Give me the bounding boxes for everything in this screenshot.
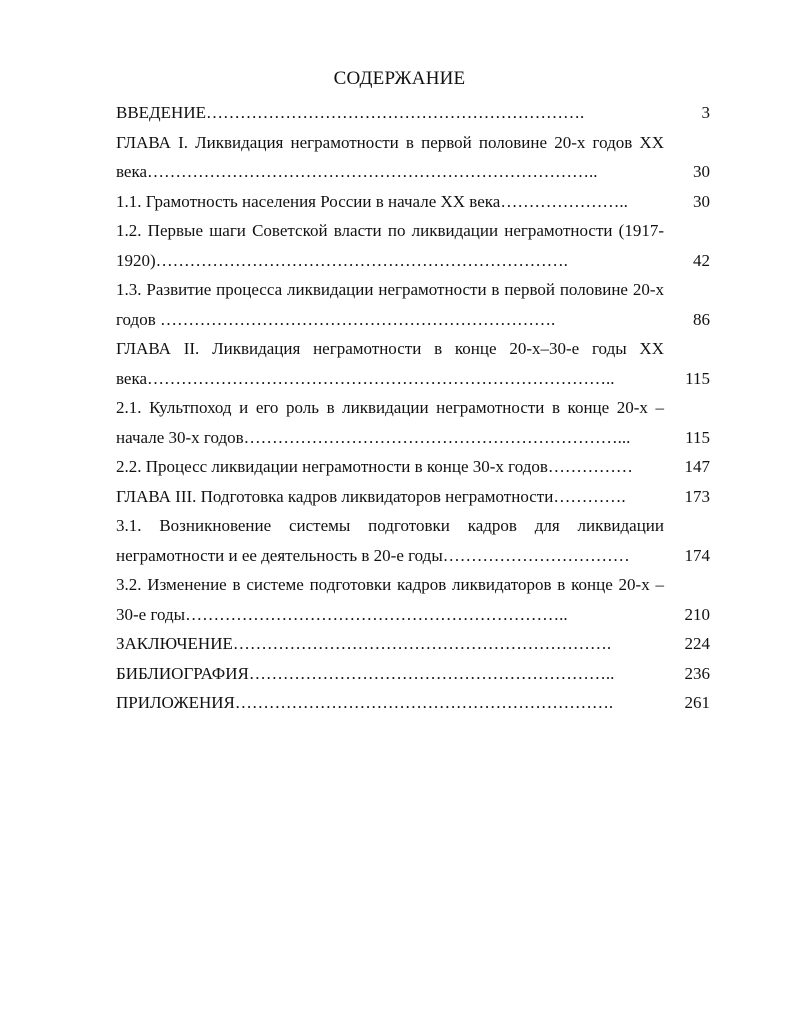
toc-entry-section-2-1 bbox=[116, 393, 710, 452]
toc-entry-page: 30 bbox=[693, 191, 710, 211]
toc-entry-chapter-1 bbox=[116, 128, 710, 187]
table-of-contents bbox=[116, 98, 710, 718]
toc-entry-section-1-2 bbox=[116, 216, 710, 275]
toc-entry-page: 30 bbox=[693, 162, 710, 181]
toc-entry-text: 1.2. Первые шаги Советской власти по ликвидации неграмотности (1917-1920)………………………………………………………………. bbox=[116, 221, 664, 270]
toc-entry-conclusion bbox=[116, 629, 710, 659]
toc-entry-page: 147 bbox=[684, 457, 710, 476]
toc-entry-text: 2.2. Процесс ликвидации неграмотности в конце 30-х годов…………… bbox=[116, 457, 633, 476]
toc-entry-bibliography bbox=[116, 659, 710, 689]
toc-entry-text: ЗАКЛЮЧЕНИЕ…………………………………………………………. bbox=[116, 634, 612, 653]
toc-entry-page: 224 bbox=[684, 634, 710, 653]
toc-entry-text: 3.2. Изменение в системе подготовки кадров ликвидаторов в конце 20-х – 30-е годы………………………………………………………….. bbox=[116, 575, 664, 624]
toc-entry-page: 174 bbox=[684, 545, 710, 565]
toc-entry-section-1-3 bbox=[116, 275, 710, 334]
toc-entry-introduction bbox=[116, 98, 710, 128]
toc-entry-text: 1.1. Грамотность населения России в начале XX века………………….. bbox=[116, 191, 628, 211]
toc-entry-appendices bbox=[116, 688, 710, 718]
toc-entry-text: ВВЕДЕНИЕ…………………………………………………………. bbox=[116, 103, 585, 122]
toc-entry-text: ПРИЛОЖЕНИЯ…………………………………………………………. bbox=[116, 693, 614, 712]
toc-entry-section-2-2 bbox=[116, 452, 710, 482]
toc-entry-text: 3.1. Возникновение системы подготовки кадров для ликвидации неграмотности и ее деятельность в 20-е годы…………………………… bbox=[116, 516, 664, 565]
toc-entry-text: БИБЛИОГРАФИЯ……………………………………………………….. bbox=[116, 663, 615, 683]
toc-entry-page: 115 bbox=[685, 368, 710, 388]
toc-entry-page: 86 bbox=[693, 309, 710, 329]
toc-entry-page: 210 bbox=[684, 604, 710, 624]
toc-entry-page: 173 bbox=[684, 486, 710, 506]
toc-entry-text: ГЛАВА II. Ликвидация неграмотности в конце 20-х–30-е годы XX века……………………………………………………………………….. bbox=[116, 339, 664, 388]
toc-entry-section-1-1 bbox=[116, 187, 710, 217]
toc-entry-section-3-2 bbox=[116, 570, 710, 629]
toc-entry-text: 2.1. Культпоход и его роль в ликвидации неграмотности в конце 20-х – начале 30-х годов…………………………………………………………... bbox=[116, 398, 664, 447]
toc-entry-text: 1.3. Развитие процесса ликвидации неграмотности в первой половине 20-х годов ……………………………………………………………. bbox=[116, 280, 664, 329]
toc-entry-text: ГЛАВА III. Подготовка кадров ликвидаторов неграмотности…………. bbox=[116, 486, 626, 506]
toc-entry-page: 115 bbox=[685, 427, 710, 447]
toc-entry-text: ГЛАВА I. Ликвидация неграмотности в первой половине 20-х годов XX века…………………………………………………………………….. bbox=[116, 132, 664, 181]
toc-entry-page: 236 bbox=[684, 663, 710, 683]
toc-entry-chapter-3 bbox=[116, 482, 710, 512]
toc-entry-section-3-1 bbox=[116, 511, 710, 570]
toc-entry-chapter-2 bbox=[116, 334, 710, 393]
toc-entry-page: 261 bbox=[684, 693, 710, 712]
toc-entry-page: 3 bbox=[701, 103, 710, 122]
toc-entry-page: 42 bbox=[693, 250, 710, 270]
page-title: СОДЕРЖАНИЕ bbox=[333, 68, 466, 89]
